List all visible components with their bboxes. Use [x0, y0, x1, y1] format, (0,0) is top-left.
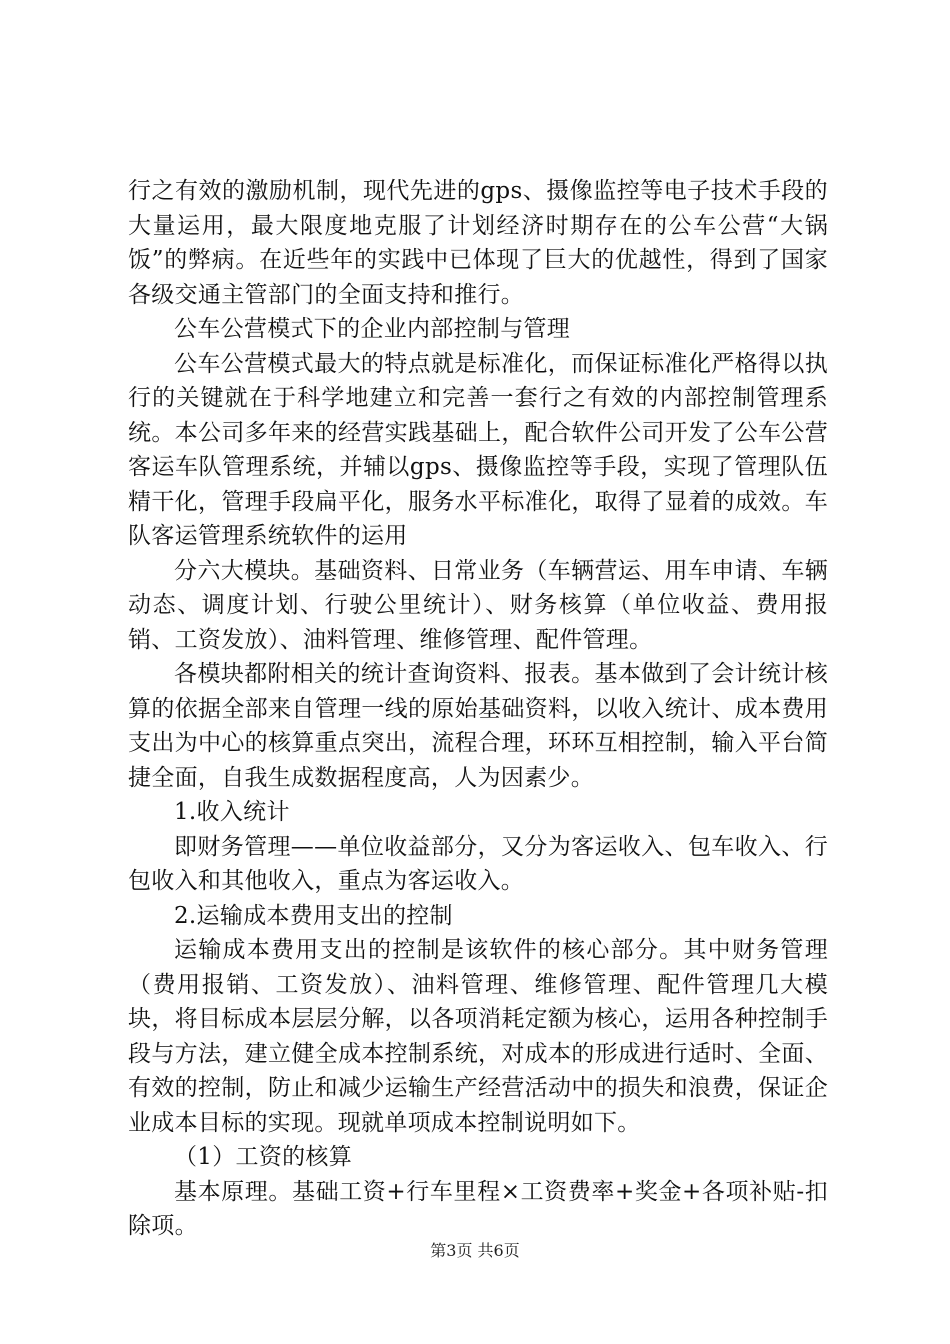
paragraph-six-modules: 分六大模块。基础资料、日常业务（车辆营运、用车申请、车辆动态、调度计划、行驶公里统计）、财务核算（单位收益、费用报销、工资发放）、油料管理、维修管理、配件管理。 [128, 557, 828, 653]
heading-income-statistics: 1.收入统计 [174, 799, 290, 825]
paragraph-cost-control-detail: 运输成本费用支出的控制是该软件的核心部分。其中财务管理（费用报销、工资发放）、油料管理、维修管理、配件管理几大模块，将目标成本层层分解，以各项消耗定额为核心，运用各种控制手段与方法，建立健全成本控制系统，对成本的形成进行适时、全面、有效的控制，防止和减少运输生产经营活动中的损失和浪费，保证企业成本目标的实现。现就单项成本控制说明如下。 [128, 937, 828, 1136]
heading-wage-accounting: （1）工资的核算 [174, 1144, 353, 1170]
paragraph-statistics-reports: 各模块都附相关的统计查询资料、报表。基本做到了会计统计核算的依据全部来自管理一线的原始基础资料，以收入统计、成本费用支出为中心的核算重点突出，流程合理，环环互相控制，输入平台简捷全面，自我生成数据程度高，人为因素少。 [128, 661, 828, 791]
page-footer: 第3页 共6页 [430, 1241, 520, 1260]
paragraph-income-detail: 即财务管理——单位收益部分，又分为客运收入、包车收入、行包收入和其他收入，重点为客运收入。 [128, 833, 828, 894]
document-body [128, 174, 828, 1244]
paragraph-wage-principle: 基本原理。基础工资+行车里程×工资费率+奖金+各项补贴-扣除项。 [128, 1178, 828, 1239]
paragraph-1: 行之有效的激励机制，现代先进的gps、摄像监控等电子技术手段的大量运用，最大限度地克服了计划经济时期存在的公车公营“大锅饭”的弊病。在近些年的实践中已体现了巨大的优越性，得到了国家各级交通主管部门的全面支持和推行。 [128, 178, 828, 308]
heading-cost-control: 2.运输成本费用支出的控制 [174, 902, 453, 929]
paragraph-standardization: 公车公营模式最大的特点就是标准化，而保证标准化严格得以执行的关键就在于科学地建立和完善一套行之有效的内部控制管理系统。本公司多年来的经营实践基础上，配合软件公司开发了公车公营客运车队管理系统，并辅以gps、摄像监控等手段，实现了管理队伍精干化，管理手段扁平化，服务水平标准化，取得了显着的成效。车队客运管理系统软件的运用 [128, 350, 828, 549]
section-heading-internal-control: 公车公营模式下的企业内部控制与管理 [174, 316, 571, 342]
